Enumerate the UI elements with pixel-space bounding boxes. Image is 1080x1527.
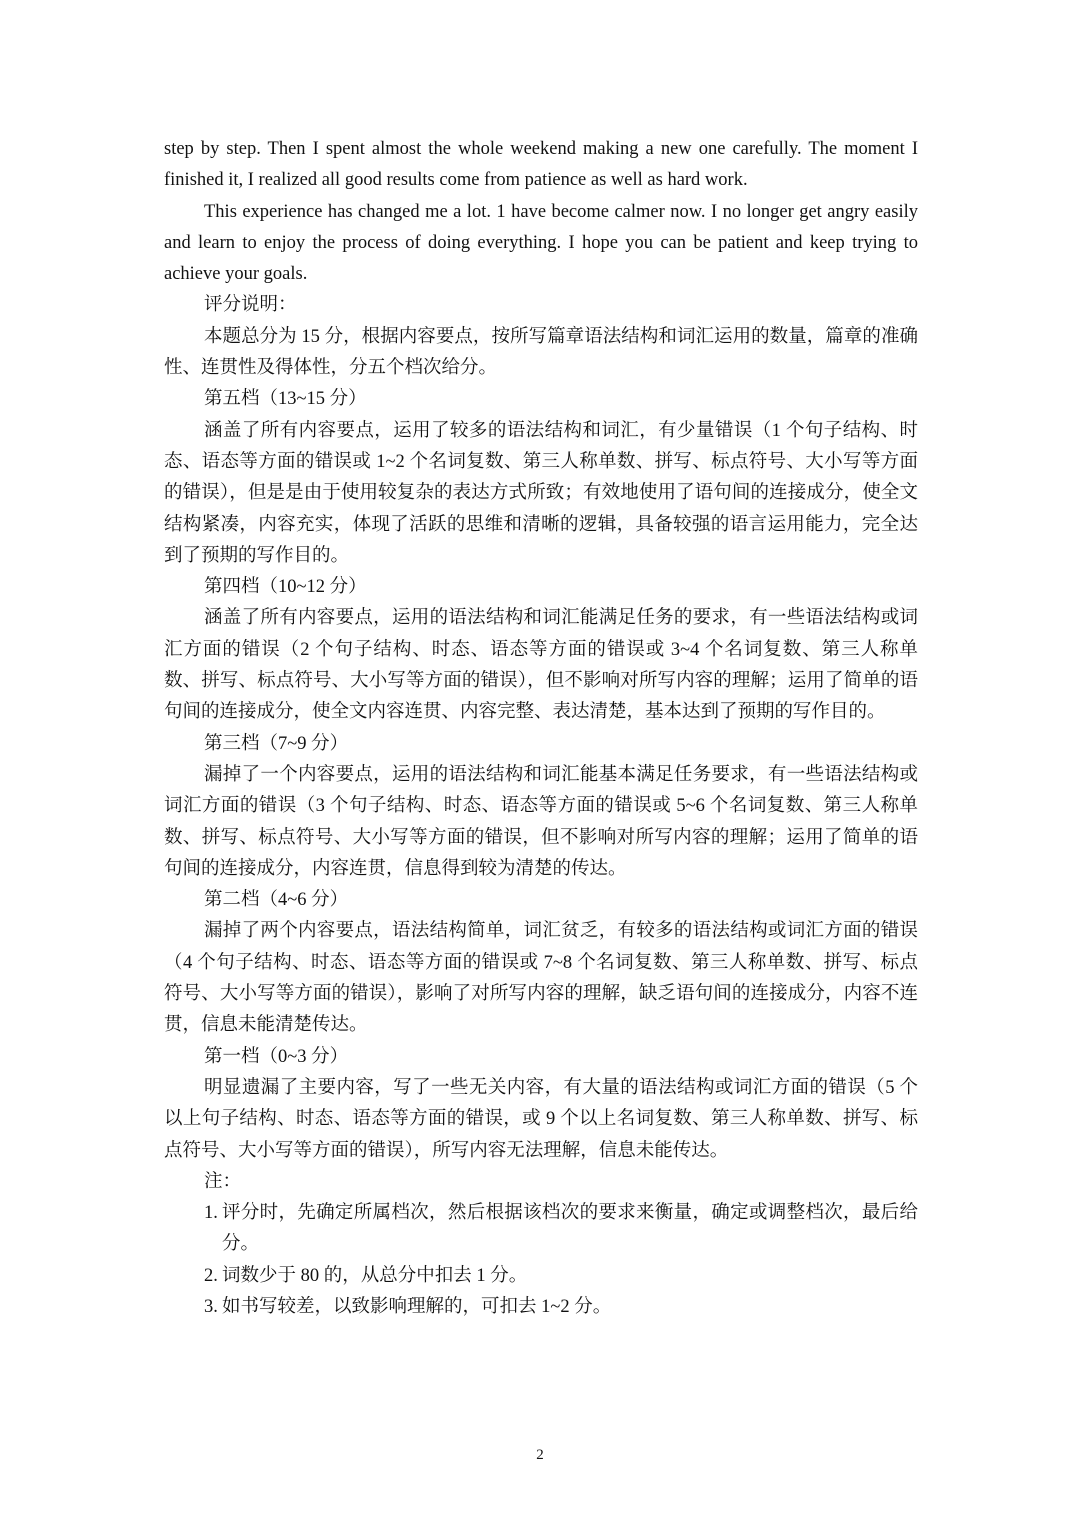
level-1-description: 明显遗漏了主要内容，写了一些无关内容，有大量的语法结构或词汇方面的错误（5 个以上句子结构、时态、语态等方面的错误，或 9 个以上名词复数、第三人称单数、拼写、标点符号、大小写等方面的错误），所写内容无法理解，信息未能传达。 xyxy=(164,1077,918,1161)
level-4-description: 涵盖了所有内容要点，运用的语法结构和词汇能满足任务的要求，有一些语法结构或词汇方面的错误（2 个句子结构、时态、语态等方面的错误或 3~4 个名词复数、第三人称单数、拼写、标点符号、大小写等方面的错误），但不影响对所写内容的理解；运用了简单的语句间的连接成分，使全文内容连贯、内容完整、表达清楚，基本达到了预期的写作目的。 xyxy=(164,608,918,723)
note-item xyxy=(164,1261,918,1292)
page-number: 2 xyxy=(536,1447,544,1463)
notes-list xyxy=(164,1198,918,1323)
note-item xyxy=(164,1292,918,1323)
level-2-description: 漏掉了两个内容要点，语法结构简单，词汇贫乏，有较多的语法结构或词汇方面的错误（4 个句子结构、时态、语态等方面的错误或 7~8 个名词复数、第三人称单数、拼写、标点符号、大小写等方面的错误），影响了对所写内容的理解，缺乏语句间的连接成分，内容不连贯，信息未能清楚传达。 xyxy=(164,921,918,1036)
note-number: 1. xyxy=(204,1203,218,1224)
scoring-heading: 评分说明： xyxy=(204,295,297,316)
notes-heading: 注： xyxy=(204,1171,242,1192)
level-5-title: 第五档（13~15 分） xyxy=(204,389,367,410)
note-text: 如书写较差，以致影响理解的，可扣去 1~2 分。 xyxy=(222,1296,612,1317)
scoring-intro: 本题总分为 15 分，根据内容要点，按所写篇章语法结构和词汇运用的数量，篇章的准确性、连贯性及得体性，分五个档次给分。 xyxy=(164,326,918,379)
level-4-title: 第四档（10~12 分） xyxy=(204,577,367,598)
note-number: 3. xyxy=(204,1296,218,1317)
essay-closing-paragraph: This experience has changed me a lot. 1 have become calmer now. I no longer get angry easily and learn to enjoy the process of doing everything. I hope you can be patient and keep trying to achieve your goals. xyxy=(164,201,918,285)
note-text: 评分时，先确定所属档次，然后根据该档次的要求来衡量，确定或调整档次，最后给分。 xyxy=(222,1203,918,1255)
level-3-description: 漏掉了一个内容要点，运用的语法结构和词汇能基本满足任务要求，有一些语法结构或词汇方面的错误（3 个句子结构、时态、语态等方面的错误或 5~6 个名词复数、第三人称单数、拼写、标点符号、大小写等方面的错误，但不影响对所写内容的理解；运用了简单的语句间的连接成分，内容连贯，信息得到较为清楚的传达。 xyxy=(164,764,918,879)
level-3-title: 第三档（7~9 分） xyxy=(204,733,349,754)
note-text: 词数少于 80 的，从总分中扣去 1 分。 xyxy=(222,1265,528,1286)
note-number: 2. xyxy=(204,1265,218,1286)
level-5-description: 涵盖了所有内容要点，运用了较多的语法结构和词汇，有少量错误（1 个句子结构、时态、语态等方面的错误或 1~2 个名词复数、第三人称单数、拼写、标点符号、大小写等方面的错误），但是是由于使用较复杂的表达方式所致；有效地使用了语句间的连接成分，使全文结构紧凑，内容充实，体现了活跃的思维和清晰的逻辑，具备较强的语言运用能力，完全达到了预期的写作目的。 xyxy=(164,420,918,566)
document-page xyxy=(164,134,918,1323)
note-item xyxy=(164,1198,918,1261)
essay-continuation: step by step. Then I spent almost the whole weekend making a new one carefully. The moment I finished it, I realized all good results come from patience as well as hard work. xyxy=(164,139,918,191)
level-1-title: 第一档（0~3 分） xyxy=(204,1046,349,1067)
level-2-title: 第二档（4~6 分） xyxy=(204,890,349,911)
